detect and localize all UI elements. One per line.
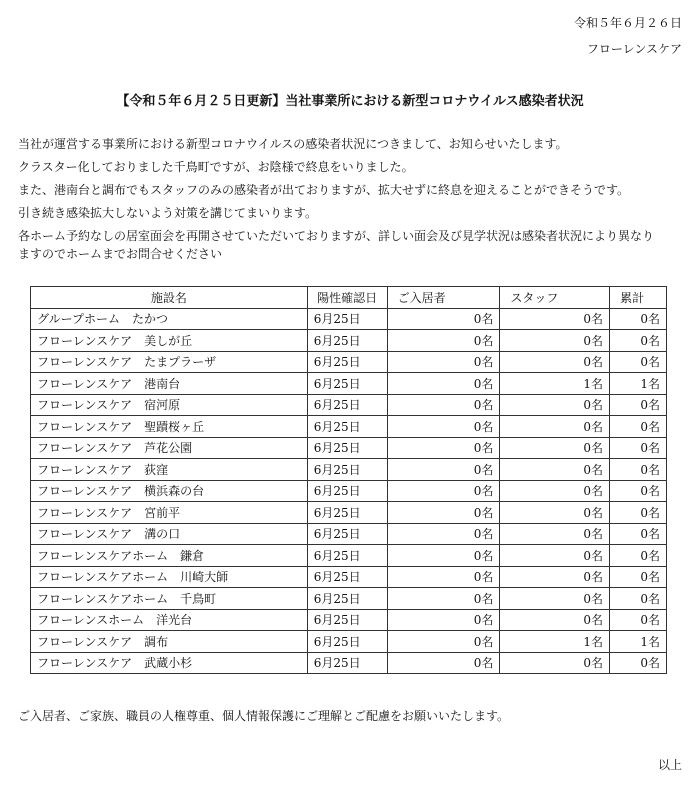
confirmed-date-cell: 6月25日 [307,523,387,545]
facility-name-cell: フローレンスケア 宮前平 [31,502,308,524]
confirmed-date-cell: 6月25日 [307,588,387,610]
total-count-cell: 0名 [610,566,667,588]
staff-count-cell: 0名 [500,588,610,610]
facility-name-cell: フローレンスケア 港南台 [31,373,308,395]
confirmed-date-cell: 6月25日 [307,459,387,481]
table-row [31,308,667,330]
staff-count-cell: 0名 [500,394,610,416]
notice-body [18,136,688,269]
staff-count-cell: 0名 [500,416,610,438]
total-count-cell: 0名 [610,545,667,567]
residents-count-cell: 0名 [387,459,500,481]
confirmed-date-cell: 6月25日 [307,566,387,588]
column-header-residents: ご入居者 [387,287,500,309]
staff-count-cell: 0名 [500,351,610,373]
confirmed-date-cell: 6月25日 [307,545,387,567]
facility-name-cell: フローレンスケアホーム 千鳥町 [31,588,308,610]
facility-name-cell: フローレンスケア 武蔵小杉 [31,652,308,674]
facility-name-cell: フローレンスケア たまプラーザ [31,351,308,373]
total-count-cell: 0名 [610,394,667,416]
table-row [31,523,667,545]
table-row [31,373,667,395]
table-row [31,631,667,653]
column-header-date: 陽性確認日 [307,287,387,309]
residents-count-cell: 0名 [387,394,500,416]
staff-count-cell: 0名 [500,609,610,631]
confirmed-date-cell: 6月25日 [307,308,387,330]
body-line: 各ホーム予約なしの居室面会を再開させていただいておりますが、詳しい面会及び見学状況は感染者状況により異なり [18,229,655,243]
residents-count-cell: 0名 [387,652,500,674]
staff-count-cell: 0名 [500,545,610,567]
total-count-cell: 0名 [610,523,667,545]
total-count-cell: 1名 [610,631,667,653]
table-row [31,609,667,631]
table-row [31,502,667,524]
table-row [31,459,667,481]
staff-count-cell: 0名 [500,502,610,524]
column-header-facility: 施設名 [31,287,308,309]
body-line: クラスター化しておりました千鳥町ですが、お陰様で終息をいりました。 [18,160,414,174]
residents-count-cell: 0名 [387,416,500,438]
staff-count-cell: 0名 [500,652,610,674]
facility-name-cell: フローレンスケア 荻窪 [31,459,308,481]
residents-count-cell: 0名 [387,502,500,524]
confirmed-date-cell: 6月25日 [307,652,387,674]
staff-count-cell: 0名 [500,459,610,481]
confirmed-date-cell: 6月25日 [307,609,387,631]
residents-count-cell: 0名 [387,351,500,373]
table-row [31,351,667,373]
confirmed-date-cell: 6月25日 [307,394,387,416]
total-count-cell: 0名 [610,416,667,438]
document-date: 令和５年６月２６日 [573,16,682,30]
facility-name-cell: フローレンスケアホーム 川崎大師 [31,566,308,588]
total-count-cell: 0名 [610,652,667,674]
staff-count-cell: 0名 [500,480,610,502]
table-row [31,652,667,674]
residents-count-cell: 0名 [387,545,500,567]
total-count-cell: 0名 [610,437,667,459]
total-count-cell: 0名 [610,480,667,502]
total-count-cell: 0名 [610,609,667,631]
staff-count-cell: 1名 [500,631,610,653]
table-row [31,588,667,610]
total-count-cell: 0名 [610,330,667,352]
table-header-row [31,287,667,309]
table-row [31,416,667,438]
total-count-cell: 0名 [610,459,667,481]
facility-name-cell: フローレンスケア 溝の口 [31,523,308,545]
staff-count-cell: 0名 [500,437,610,459]
confirmed-date-cell: 6月25日 [307,351,387,373]
infection-status-table [30,286,667,674]
staff-count-cell: 0名 [500,330,610,352]
facility-name-cell: フローレンスケア 聖蹟桜ヶ丘 [31,416,308,438]
table-row [31,480,667,502]
staff-count-cell: 0名 [500,308,610,330]
facility-name-cell: フローレンスケア 宿河原 [31,394,308,416]
confirmed-date-cell: 6月25日 [307,373,387,395]
confirmed-date-cell: 6月25日 [307,480,387,502]
table-row [31,566,667,588]
total-count-cell: 0名 [610,308,667,330]
footer-note: ご入居者、ご家族、職員の人権尊重、個人情報保護にご理解とご配慮をお願いいたします。 [18,709,510,723]
facility-name-cell: グループホーム たかつ [31,308,308,330]
body-line: 引き続き感染拡大しないよう対策を講じてまいります。 [18,206,318,220]
confirmed-date-cell: 6月25日 [307,330,387,352]
residents-count-cell: 0名 [387,373,500,395]
company-name: フローレンスケア [586,42,682,56]
residents-count-cell: 0名 [387,523,500,545]
residents-count-cell: 0名 [387,437,500,459]
confirmed-date-cell: 6月25日 [307,437,387,459]
total-count-cell: 0名 [610,351,667,373]
table-row [31,437,667,459]
total-count-cell: 1名 [610,373,667,395]
confirmed-date-cell: 6月25日 [307,416,387,438]
column-header-staff: スタッフ [500,287,610,309]
residents-count-cell: 0名 [387,566,500,588]
residents-count-cell: 0名 [387,631,500,653]
body-line: ますのでホームまでお問合せください [18,247,223,261]
total-count-cell: 0名 [610,588,667,610]
body-line: また、港南台と調布でもスタッフのみの感染者が出ておりますが、拡大せずに終息を迎えることができそうです。 [18,183,630,197]
staff-count-cell: 0名 [500,566,610,588]
table-row [31,394,667,416]
facility-name-cell: フローレンスケア 横浜森の台 [31,480,308,502]
closing-mark: 以上 [657,758,682,772]
facility-name-cell: フローレンスケア 美しが丘 [31,330,308,352]
residents-count-cell: 0名 [387,609,500,631]
staff-count-cell: 1名 [500,373,610,395]
facility-name-cell: フローレンスケア 調布 [31,631,308,653]
document-title: 【令和５年６月２５日更新】当社事業所における新型コロナウイルス感染者状況 [116,94,584,109]
residents-count-cell: 0名 [387,330,500,352]
table-row [31,330,667,352]
column-header-total: 累計 [610,287,667,309]
facility-name-cell: フローレンスケア 芦花公園 [31,437,308,459]
staff-count-cell: 0名 [500,523,610,545]
body-line: 当社が運営する事業所における新型コロナウイルスの感染者状況につきまして、お知らせいたします。 [18,137,568,151]
residents-count-cell: 0名 [387,308,500,330]
facility-name-cell: フローレンスケアホーム 鎌倉 [31,545,308,567]
confirmed-date-cell: 6月25日 [307,502,387,524]
facility-name-cell: フローレンスホーム 洋光台 [31,609,308,631]
confirmed-date-cell: 6月25日 [307,631,387,653]
table-row [31,545,667,567]
residents-count-cell: 0名 [387,588,500,610]
residents-count-cell: 0名 [387,480,500,502]
total-count-cell: 0名 [610,502,667,524]
